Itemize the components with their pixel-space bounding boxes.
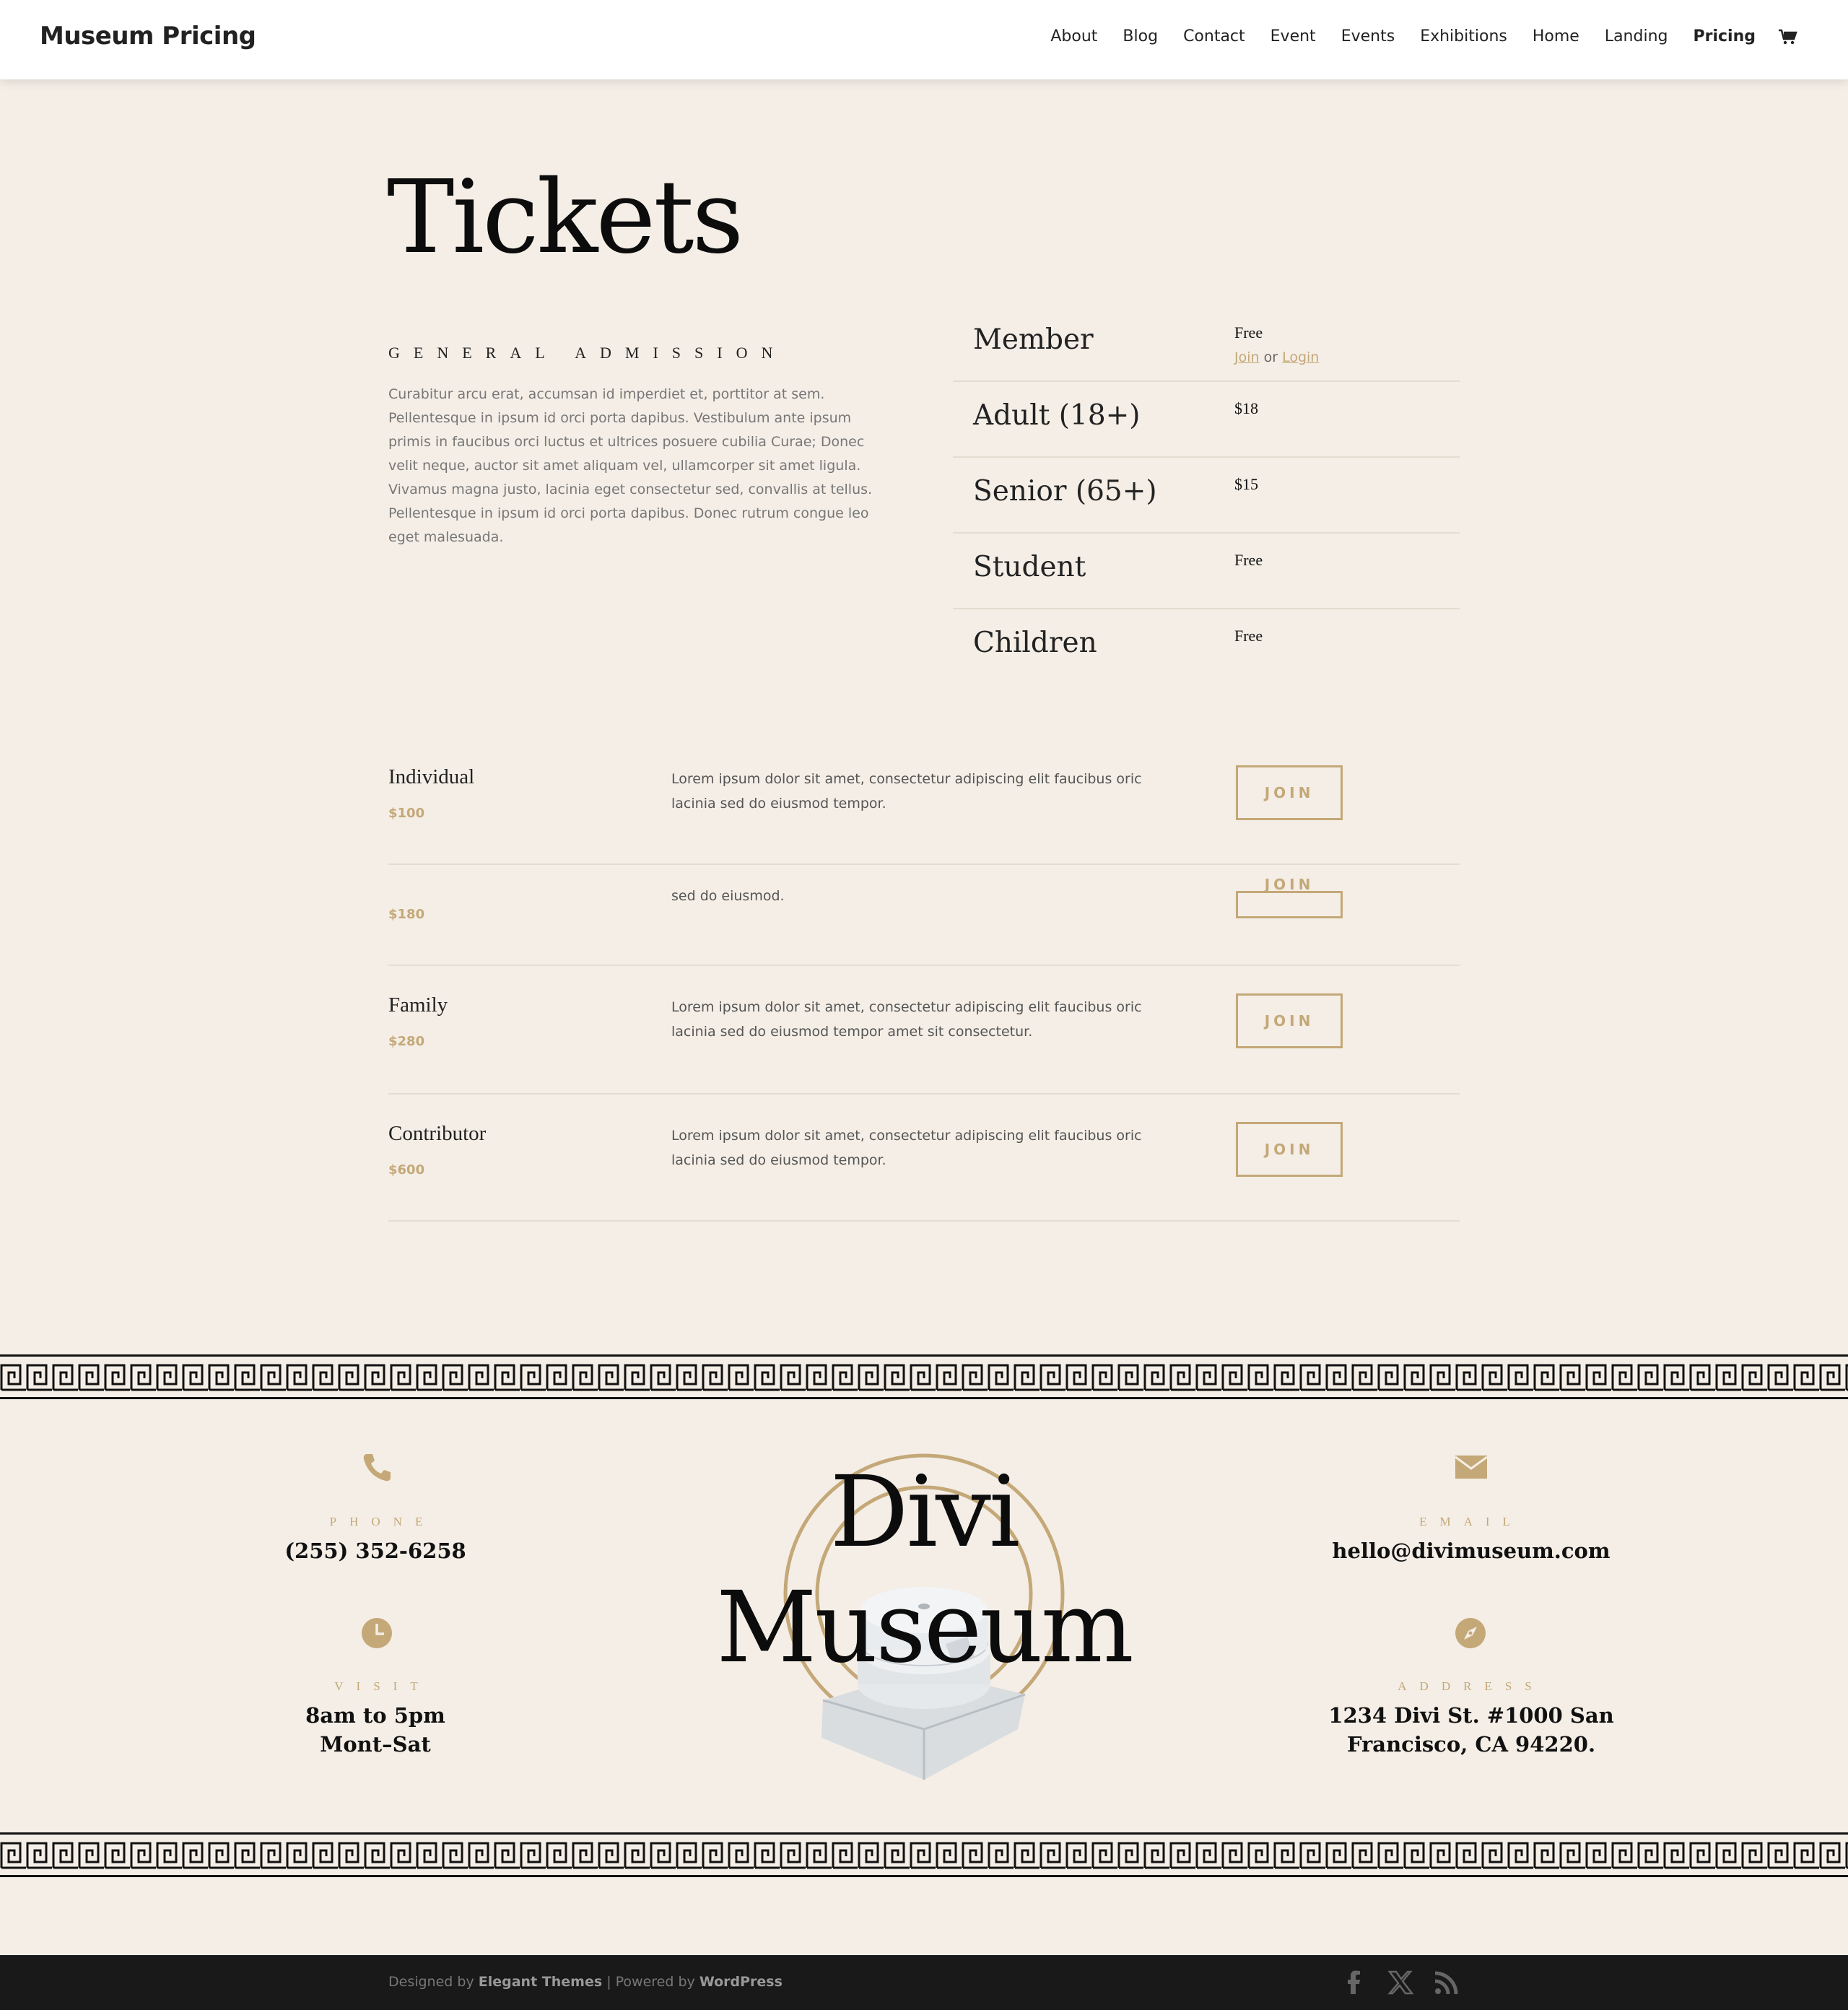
member-links [1234, 349, 1319, 365]
address-line1: 1234 Divi St. #1000 San [1328, 1703, 1614, 1728]
membership-price: $180 [388, 907, 425, 922]
compass-icon [1455, 1617, 1486, 1649]
address-line2: Francisco, CA 94220. [1346, 1732, 1596, 1757]
nav-exhibitions[interactable]: Exhibitions [1420, 27, 1507, 45]
nav-home[interactable]: Home [1532, 27, 1579, 45]
nav-event[interactable]: Event [1270, 27, 1316, 45]
price-row-member [953, 306, 1460, 382]
membership-description: Lorem ipsum dolor sit amet, consectetur adipiscing elit faucibus oric lacinia sed do eiusmod tempor. [671, 1128, 1142, 1168]
phone-label: PHONE [329, 1515, 436, 1528]
facebook-icon[interactable] [1341, 1970, 1367, 1996]
price-value: Free [1234, 323, 1263, 341]
membership-row-individual [388, 748, 1460, 865]
credits [388, 1974, 783, 1990]
price-label: Student [973, 551, 1086, 583]
price-row-student [953, 534, 1460, 609]
membership-name: Individual [388, 765, 475, 788]
page-title: Tickets [387, 159, 742, 277]
phone-icon [361, 1451, 393, 1483]
museum-title: Divi Museum [716, 1456, 1132, 1685]
membership-description: sed do eiusmod. [671, 888, 785, 904]
elegant-themes-link[interactable]: Elegant Themes [478, 1974, 603, 1990]
join-link[interactable]: Join [1234, 349, 1260, 365]
price-value: $18 [1234, 399, 1258, 417]
wordpress-link[interactable]: WordPress [699, 1974, 783, 1990]
membership-name: Family [388, 993, 448, 1017]
email-label: EMAIL [1419, 1515, 1523, 1528]
address-label: ADDRESS [1398, 1679, 1545, 1693]
join-button[interactable]: JOIN [1236, 891, 1343, 918]
price-label: Senior (65+) [973, 475, 1157, 508]
nav-landing[interactable]: Landing [1604, 27, 1668, 45]
price-row-children [953, 609, 1460, 685]
envelope-icon [1455, 1451, 1486, 1483]
museum-logo [628, 1455, 1220, 1794]
powered-by-text: | Powered by [606, 1974, 695, 1990]
join-button[interactable]: JOIN [1236, 1122, 1343, 1177]
nav-contact[interactable]: Contact [1183, 27, 1245, 45]
login-link[interactable]: Login [1282, 349, 1320, 365]
price-value: Free [1234, 627, 1263, 645]
site-title[interactable]: Museum Pricing [40, 22, 256, 51]
membership-price: $100 [388, 806, 425, 821]
email-value[interactable]: hello@divimuseum.com [1332, 1539, 1611, 1563]
membership-price: $600 [388, 1162, 425, 1178]
price-row-adult [953, 382, 1460, 458]
price-label: Children [973, 627, 1097, 659]
nav-about[interactable]: About [1050, 27, 1098, 45]
general-admission-heading: GENERAL ADMISSION [388, 344, 787, 362]
membership-description: Lorem ipsum dolor sit amet, consectetur adipiscing elit faucibus oric lacinia sed do eiusmod tempor. [671, 771, 1142, 812]
nav-events[interactable]: Events [1341, 27, 1395, 45]
price-table [953, 306, 1460, 685]
membership-row-family [388, 966, 1460, 1095]
join-button[interactable]: JOIN [1236, 765, 1343, 820]
membership-name: Contributor [388, 1122, 487, 1145]
visit-line2: Mont–Sat [320, 1732, 431, 1757]
membership-list [388, 748, 1460, 1222]
clock-icon [361, 1617, 393, 1649]
membership-row [388, 865, 1460, 966]
phone-value[interactable]: (255) 352-6258 [284, 1539, 466, 1563]
or-text: or [1263, 349, 1278, 365]
site-header [0, 0, 1848, 79]
price-row-senior [953, 458, 1460, 534]
visit-line1: 8am to 5pm [305, 1703, 445, 1728]
join-button[interactable]: JOIN [1236, 993, 1343, 1048]
greek-key-border [0, 1832, 1848, 1877]
main-nav [1025, 27, 1797, 45]
nav-pricing[interactable]: Pricing [1693, 27, 1756, 45]
visit-label: VISIT [334, 1679, 431, 1693]
rss-icon[interactable] [1434, 1970, 1460, 1996]
membership-price: $280 [388, 1034, 425, 1049]
bottom-bar [0, 1955, 1848, 2010]
price-label: Member [973, 323, 1094, 356]
price-label: Adult (18+) [973, 399, 1141, 432]
x-icon[interactable] [1387, 1970, 1413, 1996]
price-value: $15 [1234, 475, 1258, 493]
membership-description: Lorem ipsum dolor sit amet, consectetur adipiscing elit faucibus oric lacinia sed do eiusmod tempor amet sit consectetur. [671, 999, 1142, 1040]
general-admission-text: Curabitur arcu erat, accumsan id imperdiet et, porttitor at sem. Pellentesque in ipsum id orci porta dapibus. Vestibulum ante ipsum primis in faucibus orci luctus et ultrices posuere cubilia Curae; Donec velit neque, auctor sit amet aliquam vel, ullamcorper sit amet ligula. Vivamus magna justo, lacinia eget consectetur sed, convallis at tellus. Pellentesque in ipsum id orci porta dapibus. Donec rutrum congue leo eget malesuada. [388, 386, 873, 545]
price-value: Free [1234, 551, 1263, 569]
designed-by-text: Designed by [388, 1974, 474, 1990]
cart-icon[interactable] [1779, 29, 1797, 45]
greek-key-border [0, 1354, 1848, 1399]
membership-row-contributor [388, 1095, 1460, 1222]
nav-blog[interactable]: Blog [1123, 27, 1159, 45]
